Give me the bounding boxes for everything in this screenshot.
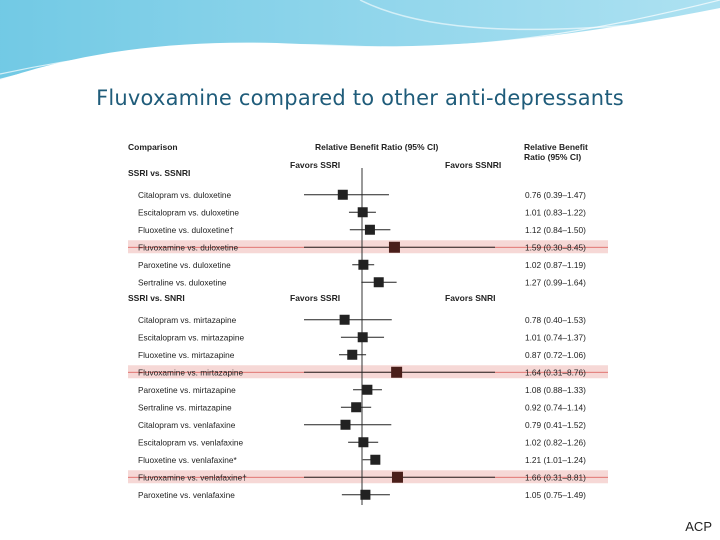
- point-estimate-marker: [358, 260, 368, 270]
- favors-left-label: Favors SSRI: [290, 160, 341, 170]
- ci-value: 1.01 (0.83–1.22): [525, 207, 586, 218]
- ci-value: 0.79 (0.41–1.52): [525, 419, 586, 430]
- row-label: Citalopram vs. venlafaxine: [138, 419, 236, 430]
- point-estimate-marker: [358, 437, 368, 447]
- point-estimate-marker: [360, 490, 370, 500]
- point-estimate-marker: [340, 420, 350, 430]
- group-heading: SSRI vs. SSNRI: [128, 168, 191, 178]
- point-estimate-marker: [338, 190, 348, 200]
- header-ci-line1: Relative Benefit: [524, 142, 588, 152]
- row-label: Fluvoxamine vs. duloxetine: [138, 242, 239, 253]
- favors-right-label: Favors SSNRI: [445, 160, 502, 170]
- row-label: Fluvoxamine vs. venlafaxine†: [138, 472, 247, 483]
- row-label: Sertraline vs. duloxetine: [138, 277, 227, 288]
- ci-value: 1.64 (0.31–8.76): [525, 367, 586, 378]
- point-estimate-marker: [365, 225, 375, 235]
- header-ci-line2: Ratio (95% CI): [524, 152, 582, 162]
- row-label: Citalopram vs. duloxetine: [138, 189, 232, 200]
- ci-value: 1.27 (0.99–1.64): [525, 277, 586, 288]
- favors-left-label: Favors SSRI: [290, 293, 341, 303]
- ci-value: 1.02 (0.87–1.19): [525, 259, 586, 270]
- ci-value: 1.08 (0.88–1.33): [525, 384, 586, 395]
- ci-value: 1.21 (1.01–1.24): [525, 454, 586, 465]
- ci-value: 1.02 (0.82–1.26): [525, 437, 586, 448]
- point-estimate-marker: [389, 242, 400, 253]
- ci-value: 1.05 (0.75–1.49): [525, 489, 586, 500]
- point-estimate-marker: [358, 207, 368, 217]
- forest-plot-figure: [100, 130, 620, 505]
- point-estimate-marker: [391, 367, 402, 378]
- row-label: Citalopram vs. mirtazapine: [138, 314, 237, 325]
- footer-source: ACP: [685, 519, 712, 534]
- row-label: Fluoxetine vs. venlafaxine*: [138, 454, 237, 465]
- ci-value: 0.78 (0.40–1.53): [525, 314, 586, 325]
- row-label: Escitalopram vs. duloxetine: [138, 207, 239, 218]
- row-label: Fluvoxamine vs. mirtazapine: [138, 367, 244, 378]
- point-estimate-marker: [370, 455, 380, 465]
- point-estimate-marker: [347, 350, 357, 360]
- row-label: Sertraline vs. mirtazapine: [138, 402, 232, 413]
- group-heading: SSRI vs. SNRI: [128, 293, 185, 303]
- point-estimate-marker: [340, 315, 350, 325]
- row-label: Fluoxetine vs. duloxetine†: [138, 224, 234, 235]
- ci-value: 1.59 (0.30–8.45): [525, 242, 586, 253]
- row-label: Paroxetine vs. duloxetine: [138, 259, 231, 270]
- row-label: Fluoxetine vs. mirtazapine: [138, 349, 235, 360]
- ci-value: 1.12 (0.84–1.50): [525, 224, 586, 235]
- row-label: Paroxetine vs. mirtazapine: [138, 384, 236, 395]
- ci-value: 0.92 (0.74–1.14): [525, 402, 586, 413]
- header-ratio: Relative Benefit Ratio (95% CI): [315, 142, 439, 152]
- point-estimate-marker: [374, 277, 384, 287]
- decorative-wave-header: [0, 0, 720, 90]
- header-comparison: Comparison: [128, 142, 178, 152]
- ci-value: 0.76 (0.39–1.47): [525, 189, 586, 200]
- forest-plot: [100, 130, 620, 505]
- slide-title: Fluvoxamine compared to other anti-depressants: [96, 86, 624, 110]
- point-estimate-marker: [392, 472, 403, 483]
- row-label: Escitalopram vs. venlafaxine: [138, 437, 244, 448]
- ci-value: 1.66 (0.31–8.81): [525, 472, 586, 483]
- row-label: Paroxetine vs. venlafaxine: [138, 489, 235, 500]
- point-estimate-marker: [358, 332, 368, 342]
- point-estimate-marker: [351, 402, 361, 412]
- ci-value: 0.87 (0.72–1.06): [525, 349, 586, 360]
- row-label: Escitalopram vs. mirtazapine: [138, 332, 245, 343]
- ci-value: 1.01 (0.74–1.37): [525, 332, 586, 343]
- point-estimate-marker: [362, 385, 372, 395]
- favors-right-label: Favors SNRI: [445, 293, 496, 303]
